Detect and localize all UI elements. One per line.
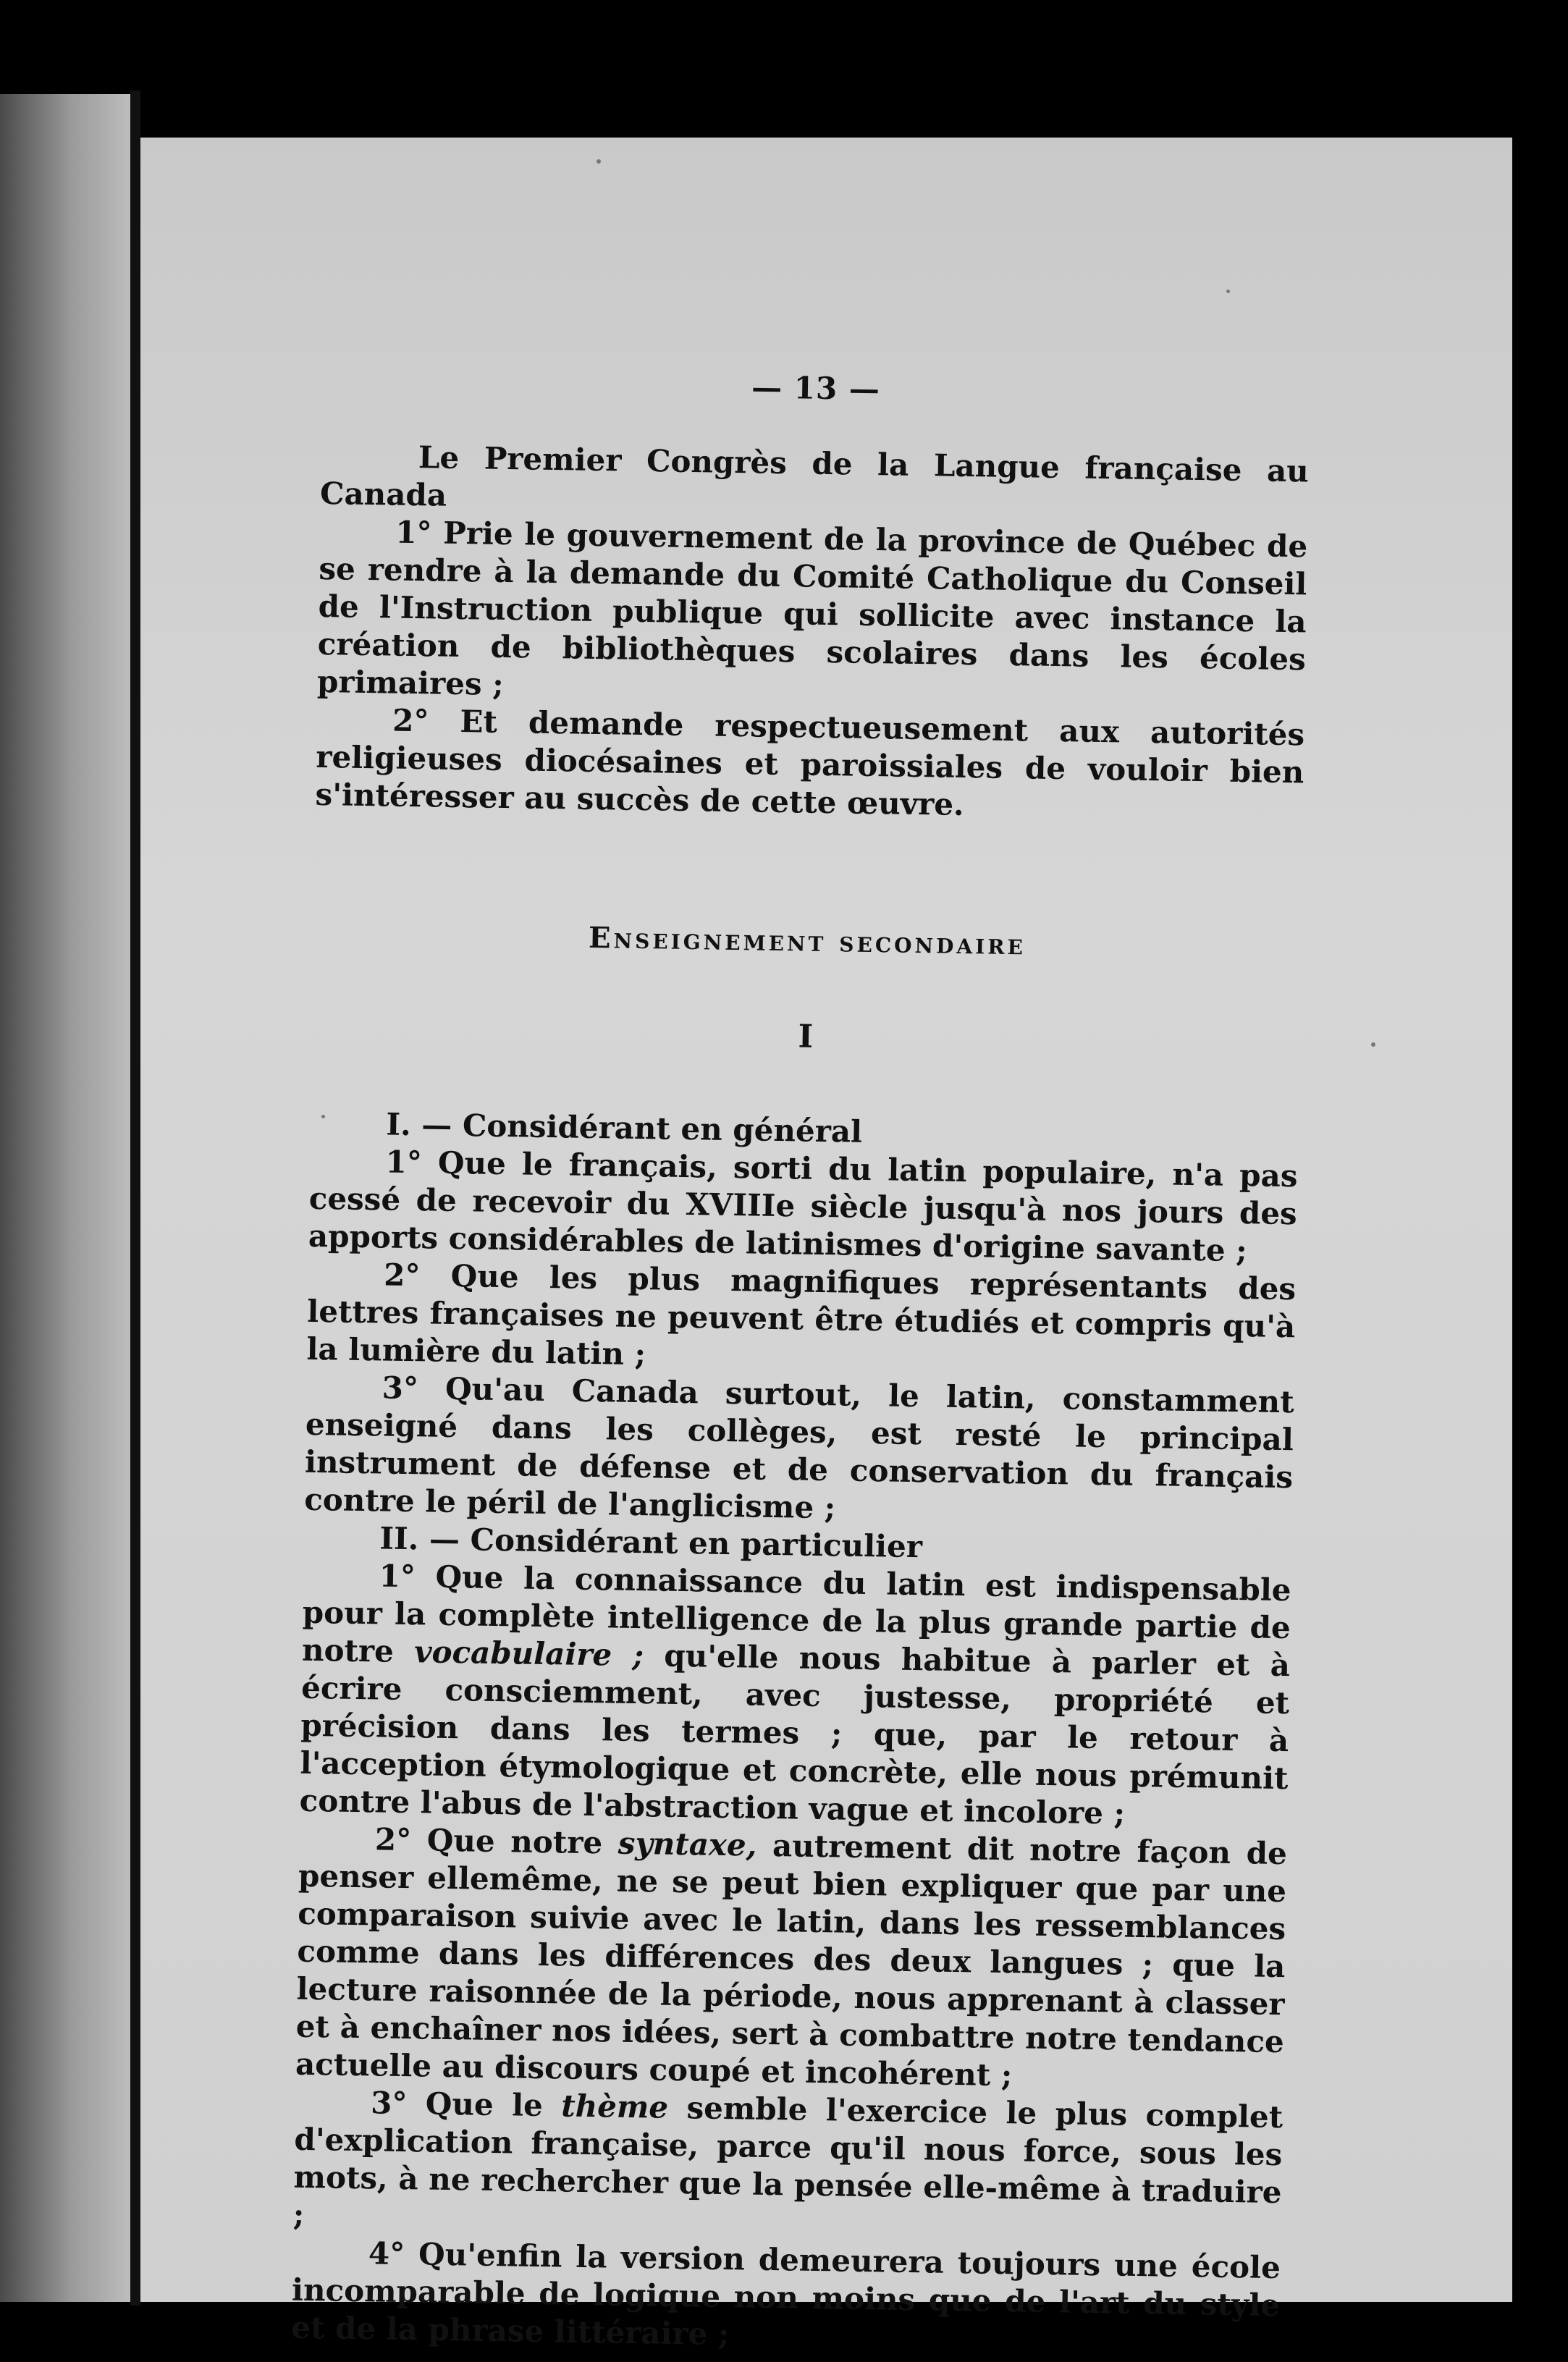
- emphasis-text: syntaxe,: [617, 1825, 757, 1863]
- considerant-item: 3° Qu'au Canada surtout, le latin, constamment enseigné dans les collèges, est resté le principal instrument de défense et de conservation du français contre le péril de l'anglicisme ;: [303, 1370, 1294, 1526]
- resolution-intro: Le Premier Congrès de la Langue française au Canada: [319, 439, 1310, 513]
- book-spine: [130, 90, 140, 2306]
- considerant-item: 2° Que les plus magnifiques représentants des lettres françaises ne peuvent être étudiés et compris qu'à la lumière du latin ;: [306, 1257, 1297, 1372]
- paper-speck: [1226, 290, 1230, 293]
- considerant-title: II. — Considérant en particulier: [379, 1520, 923, 1565]
- paper-speck: [1371, 1042, 1375, 1047]
- text-run: autrement dit notre façon de penser ellemême, ne se peut bien expliquer que par une comparaison suivie avec le latin, dans les ressemblances comme dans les différences des deux langues ; que la lecture raisonnée de la période, nous apprenant à classer et à enchaîner nos idées, sert à combattre notre tendance actuelle au discours coupé et incohérent ;: [295, 1827, 1288, 2093]
- text-run: 3° Que le: [370, 2085, 562, 2124]
- considerant-title: I. — Considérant en général: [386, 1106, 863, 1150]
- resolution-item: 1° Prie le gouvernement de la province de Québec de se rendre à la demande du Comité Catholique du Conseil de l'Instruction publique qui sollicite avec instance la création de bibliothèques scolaires dans les écoles primaires ;: [316, 514, 1308, 702]
- text-run: qu'elle nous habitue à parler et à écrire consciemment, avec justesse, propriété et précision dans les termes ; que, par le retour à l'acception étymologique et concrète, elle nous prémunit contre l'abus de l'abstraction vague et incolore ;: [299, 1637, 1291, 1831]
- text-run: 2° Que notre: [374, 1821, 619, 1861]
- section-numeral: I: [798, 1018, 814, 1055]
- page-number: — 13 —: [751, 369, 881, 408]
- considerant-item: [295, 1820, 1288, 2099]
- page-text: [291, 362, 1310, 2362]
- emphasis-text: thème: [560, 2088, 669, 2125]
- considerant-item: 4° Qu'enfin la version demeurera toujours une école incomparable de logique non moins que de l'art du style et de la phrase littéraire ;: [290, 2235, 1281, 2353]
- facing-page-edge: [0, 94, 130, 2302]
- text-run: 1° Que la connaissance du latin est indispensable pour la complète intelligence de la plus grande partie de notre: [301, 1558, 1291, 1670]
- text-run: semble l'exercice le plus complet d'explication française, parce qu'il nous force, sous les mots, à ne rechercher que la pensée elle-même à traduire ;: [292, 2089, 1284, 2232]
- resolution-item: 2° Et demande respectueusement aux autorités religieuses diocésaines et paroissiales de vouloir bien s'intéresser au succès de cette œuvre.: [315, 702, 1305, 822]
- considerant-item: [292, 2083, 1283, 2249]
- paper-speck: [597, 159, 601, 164]
- considerant-item: [299, 1556, 1291, 1835]
- emphasis-text: vocabulaire ;: [413, 1634, 644, 1674]
- considerant-item: 1° Que le français, sorti du latin populaire, n'a pas cessé de recevoir du XVIIIe siècle jusqu'à nos jours des apports considérables de latinismes d'origine savante ;: [308, 1144, 1298, 1269]
- section-heading: Enseignement secondaire: [588, 920, 1027, 962]
